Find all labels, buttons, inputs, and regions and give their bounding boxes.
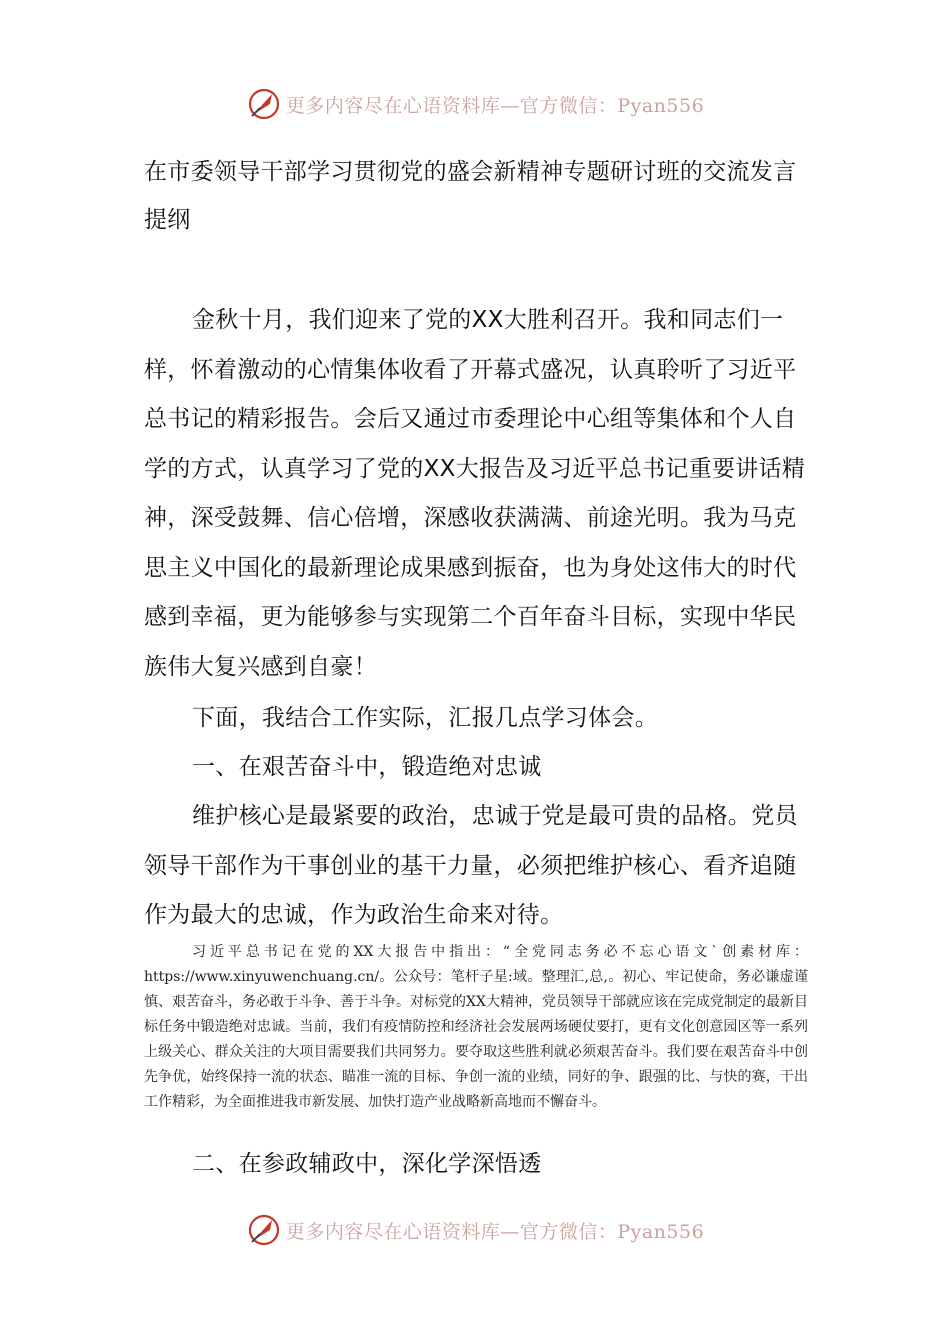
quill-logo-icon bbox=[246, 86, 282, 122]
watermark-text: 更多内容尽在心语资料库—官方微信：Pyan556 bbox=[285, 1220, 705, 1243]
paragraph-transition: 下面，我结合工作实际，汇报几点学习体会。 bbox=[192, 705, 658, 731]
watermark-footer bbox=[0, 1210, 950, 1250]
watermark-text: 更多内容尽在心语资料库—官方微信：Pyan556 bbox=[285, 94, 705, 117]
paragraph-intro: 金秋十月，我们迎来了党的XX大胜利召开。我和同志们一样，怀着激动的心情集体收看了开幕式盛况，认真聆听了习近平总书记的精彩报告。会后又通过市委理论中心组等集体和个人自学的方式，认真学习了党的XX大报告及习近平总书记重要讲话精神，深受鼓舞、信心倍增，深感收获满满、前途光明。我为马克思主义中国化的最新理论成果感到振奋，也为身处这伟大的时代感到幸福，更为能够参与实现第二个百年奋斗目标，实现中华民族伟大复兴感到自豪！ bbox=[144, 307, 806, 680]
paragraph-small-quote: 习近平总书记在党的XX大报告中指出：“全党同志务必不忘心语文`创素材库：https://www.xinyuwenchuang.cn/。公众号：笔杆子星:域。整理汇,总,。初心、牢记使命，务必谦虚谨慎、艰苦奋斗，务必敢于斗争、善于斗争。对标党的XX大精神，党员领导干部就应该在完成党制定的最新目标任务中锻造绝对忠诚。当前，我们有疫情防控和经济社会发展两场硬仗要打，更有文化创意园区等一系列上级关心、群众关注的大项目需要我们共同努力。要夺取这些胜利就必须艰苦奋斗。我们要在艰苦奋斗中创先争优，始终保持一流的状态、瞄准一流的目标、争创一流的业绩，同好的争、跟强的比、与快的赛，干出工作精彩，为全面推进我市新发展、加快打造产业战略新高地而不懈奋斗。 bbox=[144, 944, 808, 1110]
paragraph-loyalty: 维护核心是最紧要的政治，忠诚于党是最可贵的品格。党员领导干部作为干事创业的基干力量，必须把维护核心、看齐追随作为最大的忠诚，作为政治生命来对待。 bbox=[144, 803, 798, 928]
section-heading-2: 二、在参政辅政中，深化学深悟透 bbox=[192, 1151, 542, 1177]
document-title: 在市委领导干部学习贯彻党的盛会新精神专题研讨班的交流发言提纲 bbox=[144, 159, 797, 233]
section-heading-1: 一、在艰苦奋斗中，锻造绝对忠诚 bbox=[192, 754, 542, 780]
watermark-header bbox=[0, 84, 950, 124]
quill-logo-icon bbox=[246, 1212, 282, 1248]
